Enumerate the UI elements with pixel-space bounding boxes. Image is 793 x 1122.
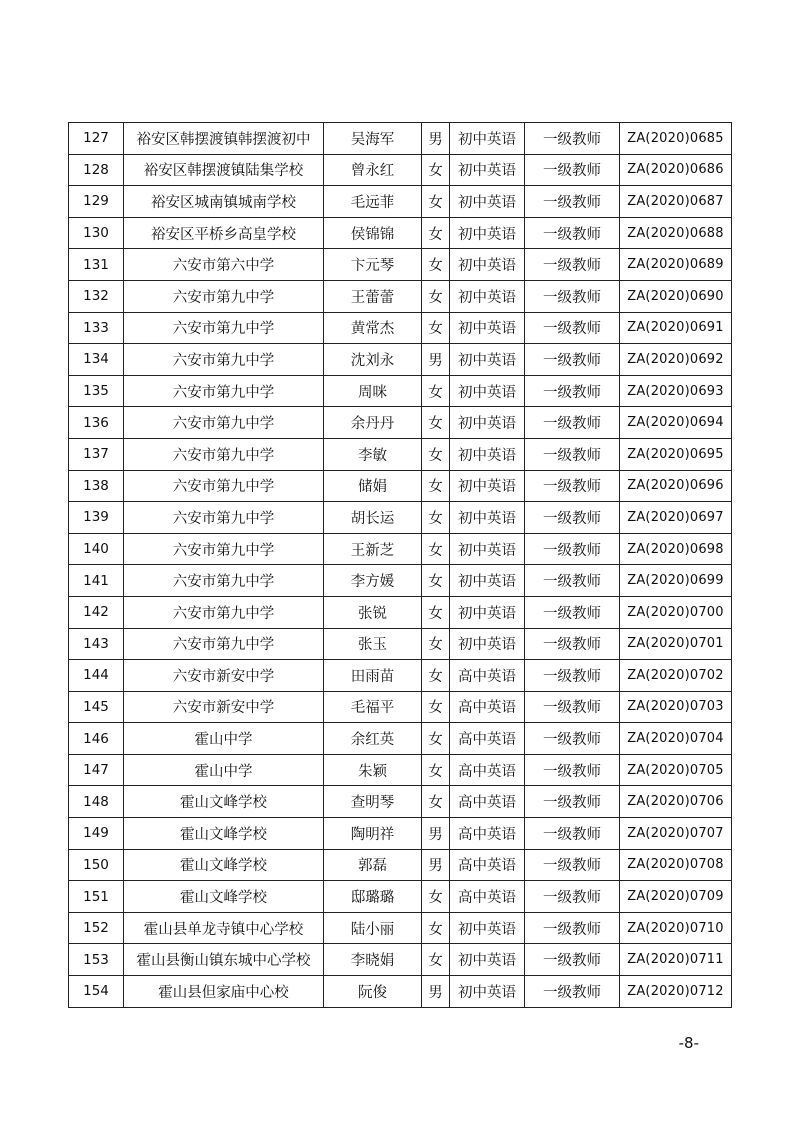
table-body xyxy=(69,123,732,1008)
teacher-name-cell: 李方媛 xyxy=(324,565,422,597)
subject-cell: 初中英语 xyxy=(450,312,525,344)
row-number-cell: 147 xyxy=(69,754,124,786)
row-number-cell: 140 xyxy=(69,533,124,565)
row-number-cell: 143 xyxy=(69,628,124,660)
certificate-number-cell: ZA(2020)0694 xyxy=(620,407,732,439)
gender-cell: 女 xyxy=(422,881,450,913)
school-cell: 六安市第九中学 xyxy=(124,375,324,407)
gender-cell: 男 xyxy=(422,123,450,155)
table-row xyxy=(69,280,732,312)
teacher-name-cell: 朱颖 xyxy=(324,754,422,786)
table-row xyxy=(69,249,732,281)
title-cell: 一级教师 xyxy=(525,344,620,376)
gender-cell: 女 xyxy=(422,280,450,312)
subject-cell: 初中英语 xyxy=(450,470,525,502)
subject-cell: 初中英语 xyxy=(450,628,525,660)
teacher-name-cell: 张锐 xyxy=(324,596,422,628)
table-row xyxy=(69,344,732,376)
gender-cell: 女 xyxy=(422,470,450,502)
gender-cell: 女 xyxy=(422,912,450,944)
table-row xyxy=(69,502,732,534)
teacher-name-cell: 侯锦锦 xyxy=(324,217,422,249)
row-number-cell: 152 xyxy=(69,912,124,944)
teacher-name-cell: 邸璐璐 xyxy=(324,881,422,913)
row-number-cell: 137 xyxy=(69,438,124,470)
certificate-number-cell: ZA(2020)0689 xyxy=(620,249,732,281)
certificate-number-cell: ZA(2020)0691 xyxy=(620,312,732,344)
subject-cell: 高中英语 xyxy=(450,786,525,818)
table-row xyxy=(69,786,732,818)
row-number-cell: 144 xyxy=(69,660,124,692)
title-cell: 一级教师 xyxy=(525,565,620,597)
school-cell: 裕安区韩摆渡镇韩摆渡初中 xyxy=(124,123,324,155)
title-cell: 一级教师 xyxy=(525,723,620,755)
teacher-name-cell: 李晓娟 xyxy=(324,944,422,976)
teacher-name-cell: 毛远菲 xyxy=(324,186,422,218)
subject-cell: 初中英语 xyxy=(450,154,525,186)
row-number-cell: 130 xyxy=(69,217,124,249)
certificate-number-cell: ZA(2020)0700 xyxy=(620,596,732,628)
subject-cell: 初中英语 xyxy=(450,596,525,628)
certificate-number-cell: ZA(2020)0685 xyxy=(620,123,732,155)
row-number-cell: 127 xyxy=(69,123,124,155)
title-cell: 一级教师 xyxy=(525,660,620,692)
title-cell: 一级教师 xyxy=(525,123,620,155)
row-number-cell: 145 xyxy=(69,691,124,723)
certificate-number-cell: ZA(2020)0692 xyxy=(620,344,732,376)
row-number-cell: 136 xyxy=(69,407,124,439)
table-row xyxy=(69,849,732,881)
teacher-list-table xyxy=(68,122,732,1008)
school-cell: 六安市第九中学 xyxy=(124,533,324,565)
gender-cell: 女 xyxy=(422,407,450,439)
school-cell: 六安市第九中学 xyxy=(124,502,324,534)
school-cell: 霍山文峰学校 xyxy=(124,786,324,818)
certificate-number-cell: ZA(2020)0688 xyxy=(620,217,732,249)
title-cell: 一级教师 xyxy=(525,818,620,850)
certificate-number-cell: ZA(2020)0710 xyxy=(620,912,732,944)
title-cell: 一级教师 xyxy=(525,312,620,344)
table-row xyxy=(69,691,732,723)
subject-cell: 初中英语 xyxy=(450,912,525,944)
teacher-name-cell: 余丹丹 xyxy=(324,407,422,439)
gender-cell: 男 xyxy=(422,849,450,881)
certificate-number-cell: ZA(2020)0698 xyxy=(620,533,732,565)
school-cell: 裕安区城南镇城南学校 xyxy=(124,186,324,218)
title-cell: 一级教师 xyxy=(525,375,620,407)
subject-cell: 高中英语 xyxy=(450,723,525,755)
title-cell: 一级教师 xyxy=(525,280,620,312)
table-row xyxy=(69,976,732,1008)
row-number-cell: 150 xyxy=(69,849,124,881)
title-cell: 一级教师 xyxy=(525,944,620,976)
subject-cell: 初中英语 xyxy=(450,944,525,976)
gender-cell: 女 xyxy=(422,502,450,534)
certificate-number-cell: ZA(2020)0708 xyxy=(620,849,732,881)
table-row xyxy=(69,660,732,692)
title-cell: 一级教师 xyxy=(525,881,620,913)
gender-cell: 女 xyxy=(422,565,450,597)
school-cell: 裕安区韩摆渡镇陆集学校 xyxy=(124,154,324,186)
teacher-name-cell: 王新芝 xyxy=(324,533,422,565)
school-cell: 裕安区平桥乡高皇学校 xyxy=(124,217,324,249)
subject-cell: 初中英语 xyxy=(450,438,525,470)
gender-cell: 女 xyxy=(422,754,450,786)
school-cell: 六安市第九中学 xyxy=(124,470,324,502)
gender-cell: 女 xyxy=(422,249,450,281)
page-number: -8- xyxy=(678,1034,699,1052)
certificate-number-cell: ZA(2020)0711 xyxy=(620,944,732,976)
gender-cell: 女 xyxy=(422,312,450,344)
school-cell: 霍山县但家庙中心校 xyxy=(124,976,324,1008)
table-row xyxy=(69,123,732,155)
teacher-name-cell: 余红英 xyxy=(324,723,422,755)
gender-cell: 女 xyxy=(422,186,450,218)
gender-cell: 男 xyxy=(422,344,450,376)
school-cell: 霍山文峰学校 xyxy=(124,849,324,881)
certificate-number-cell: ZA(2020)0707 xyxy=(620,818,732,850)
gender-cell: 女 xyxy=(422,628,450,660)
row-number-cell: 135 xyxy=(69,375,124,407)
row-number-cell: 133 xyxy=(69,312,124,344)
row-number-cell: 132 xyxy=(69,280,124,312)
subject-cell: 初中英语 xyxy=(450,249,525,281)
teacher-name-cell: 周咪 xyxy=(324,375,422,407)
table-row xyxy=(69,470,732,502)
row-number-cell: 154 xyxy=(69,976,124,1008)
subject-cell: 初中英语 xyxy=(450,533,525,565)
teacher-name-cell: 毛福平 xyxy=(324,691,422,723)
title-cell: 一级教师 xyxy=(525,186,620,218)
certificate-number-cell: ZA(2020)0696 xyxy=(620,470,732,502)
table-row xyxy=(69,533,732,565)
certificate-number-cell: ZA(2020)0697 xyxy=(620,502,732,534)
school-cell: 六安市第九中学 xyxy=(124,344,324,376)
subject-cell: 初中英语 xyxy=(450,186,525,218)
title-cell: 一级教师 xyxy=(525,628,620,660)
title-cell: 一级教师 xyxy=(525,154,620,186)
subject-cell: 初中英语 xyxy=(450,502,525,534)
teacher-name-cell: 郭磊 xyxy=(324,849,422,881)
title-cell: 一级教师 xyxy=(525,249,620,281)
school-cell: 霍山中学 xyxy=(124,754,324,786)
table-row xyxy=(69,596,732,628)
school-cell: 六安市第九中学 xyxy=(124,312,324,344)
school-cell: 霍山文峰学校 xyxy=(124,818,324,850)
row-number-cell: 131 xyxy=(69,249,124,281)
teacher-name-cell: 阮俊 xyxy=(324,976,422,1008)
gender-cell: 女 xyxy=(422,596,450,628)
teacher-name-cell: 李敏 xyxy=(324,438,422,470)
gender-cell: 女 xyxy=(422,786,450,818)
certificate-number-cell: ZA(2020)0706 xyxy=(620,786,732,818)
gender-cell: 男 xyxy=(422,818,450,850)
subject-cell: 初中英语 xyxy=(450,407,525,439)
title-cell: 一级教师 xyxy=(525,596,620,628)
table-row xyxy=(69,438,732,470)
school-cell: 霍山县单龙寺镇中心学校 xyxy=(124,912,324,944)
school-cell: 六安市第九中学 xyxy=(124,565,324,597)
school-cell: 霍山中学 xyxy=(124,723,324,755)
certificate-number-cell: ZA(2020)0705 xyxy=(620,754,732,786)
gender-cell: 男 xyxy=(422,976,450,1008)
teacher-name-cell: 胡长运 xyxy=(324,502,422,534)
school-cell: 霍山县衡山镇东城中心学校 xyxy=(124,944,324,976)
subject-cell: 初中英语 xyxy=(450,123,525,155)
teacher-name-cell: 卞元琴 xyxy=(324,249,422,281)
row-number-cell: 146 xyxy=(69,723,124,755)
row-number-cell: 128 xyxy=(69,154,124,186)
gender-cell: 女 xyxy=(422,217,450,249)
table-row xyxy=(69,628,732,660)
school-cell: 六安市第九中学 xyxy=(124,280,324,312)
subject-cell: 高中英语 xyxy=(450,849,525,881)
title-cell: 一级教师 xyxy=(525,754,620,786)
certificate-number-cell: ZA(2020)0702 xyxy=(620,660,732,692)
certificate-number-cell: ZA(2020)0686 xyxy=(620,154,732,186)
table-row xyxy=(69,375,732,407)
row-number-cell: 149 xyxy=(69,818,124,850)
subject-cell: 高中英语 xyxy=(450,881,525,913)
title-cell: 一级教师 xyxy=(525,217,620,249)
title-cell: 一级教师 xyxy=(525,502,620,534)
school-cell: 六安市第九中学 xyxy=(124,438,324,470)
row-number-cell: 153 xyxy=(69,944,124,976)
certificate-number-cell: ZA(2020)0709 xyxy=(620,881,732,913)
title-cell: 一级教师 xyxy=(525,849,620,881)
row-number-cell: 148 xyxy=(69,786,124,818)
teacher-list-table-container xyxy=(68,122,731,1008)
certificate-number-cell: ZA(2020)0687 xyxy=(620,186,732,218)
certificate-number-cell: ZA(2020)0690 xyxy=(620,280,732,312)
certificate-number-cell: ZA(2020)0704 xyxy=(620,723,732,755)
teacher-name-cell: 查明琴 xyxy=(324,786,422,818)
school-cell: 六安市新安中学 xyxy=(124,691,324,723)
gender-cell: 女 xyxy=(422,375,450,407)
school-cell: 六安市第九中学 xyxy=(124,407,324,439)
row-number-cell: 129 xyxy=(69,186,124,218)
certificate-number-cell: ZA(2020)0712 xyxy=(620,976,732,1008)
subject-cell: 高中英语 xyxy=(450,660,525,692)
teacher-name-cell: 曾永红 xyxy=(324,154,422,186)
table-row xyxy=(69,154,732,186)
teacher-name-cell: 沈刘永 xyxy=(324,344,422,376)
teacher-name-cell: 王蕾蕾 xyxy=(324,280,422,312)
gender-cell: 女 xyxy=(422,533,450,565)
certificate-number-cell: ZA(2020)0699 xyxy=(620,565,732,597)
table-row xyxy=(69,723,732,755)
row-number-cell: 142 xyxy=(69,596,124,628)
title-cell: 一级教师 xyxy=(525,912,620,944)
gender-cell: 女 xyxy=(422,691,450,723)
school-cell: 霍山文峰学校 xyxy=(124,881,324,913)
row-number-cell: 138 xyxy=(69,470,124,502)
subject-cell: 高中英语 xyxy=(450,754,525,786)
teacher-name-cell: 陶明祥 xyxy=(324,818,422,850)
certificate-number-cell: ZA(2020)0701 xyxy=(620,628,732,660)
teacher-name-cell: 吴海军 xyxy=(324,123,422,155)
subject-cell: 初中英语 xyxy=(450,344,525,376)
row-number-cell: 151 xyxy=(69,881,124,913)
title-cell: 一级教师 xyxy=(525,691,620,723)
subject-cell: 初中英语 xyxy=(450,565,525,597)
gender-cell: 女 xyxy=(422,438,450,470)
table-row xyxy=(69,565,732,597)
table-row xyxy=(69,407,732,439)
table-row xyxy=(69,312,732,344)
table-row xyxy=(69,754,732,786)
school-cell: 六安市新安中学 xyxy=(124,660,324,692)
title-cell: 一级教师 xyxy=(525,438,620,470)
row-number-cell: 139 xyxy=(69,502,124,534)
subject-cell: 高中英语 xyxy=(450,691,525,723)
school-cell: 六安市第九中学 xyxy=(124,596,324,628)
subject-cell: 初中英语 xyxy=(450,280,525,312)
subject-cell: 初中英语 xyxy=(450,217,525,249)
row-number-cell: 141 xyxy=(69,565,124,597)
gender-cell: 女 xyxy=(422,660,450,692)
gender-cell: 女 xyxy=(422,723,450,755)
title-cell: 一级教师 xyxy=(525,533,620,565)
table-row xyxy=(69,217,732,249)
title-cell: 一级教师 xyxy=(525,470,620,502)
title-cell: 一级教师 xyxy=(525,786,620,818)
teacher-name-cell: 张玉 xyxy=(324,628,422,660)
table-row xyxy=(69,912,732,944)
certificate-number-cell: ZA(2020)0695 xyxy=(620,438,732,470)
teacher-name-cell: 黄常杰 xyxy=(324,312,422,344)
title-cell: 一级教师 xyxy=(525,407,620,439)
certificate-number-cell: ZA(2020)0703 xyxy=(620,691,732,723)
teacher-name-cell: 陆小丽 xyxy=(324,912,422,944)
table-row xyxy=(69,881,732,913)
gender-cell: 女 xyxy=(422,944,450,976)
table-row xyxy=(69,818,732,850)
teacher-name-cell: 储娟 xyxy=(324,470,422,502)
school-cell: 六安市第九中学 xyxy=(124,628,324,660)
certificate-number-cell: ZA(2020)0693 xyxy=(620,375,732,407)
school-cell: 六安市第六中学 xyxy=(124,249,324,281)
table-row xyxy=(69,186,732,218)
row-number-cell: 134 xyxy=(69,344,124,376)
subject-cell: 初中英语 xyxy=(450,375,525,407)
subject-cell: 初中英语 xyxy=(450,976,525,1008)
gender-cell: 女 xyxy=(422,154,450,186)
teacher-name-cell: 田雨苗 xyxy=(324,660,422,692)
table-row xyxy=(69,944,732,976)
subject-cell: 高中英语 xyxy=(450,818,525,850)
title-cell: 一级教师 xyxy=(525,976,620,1008)
